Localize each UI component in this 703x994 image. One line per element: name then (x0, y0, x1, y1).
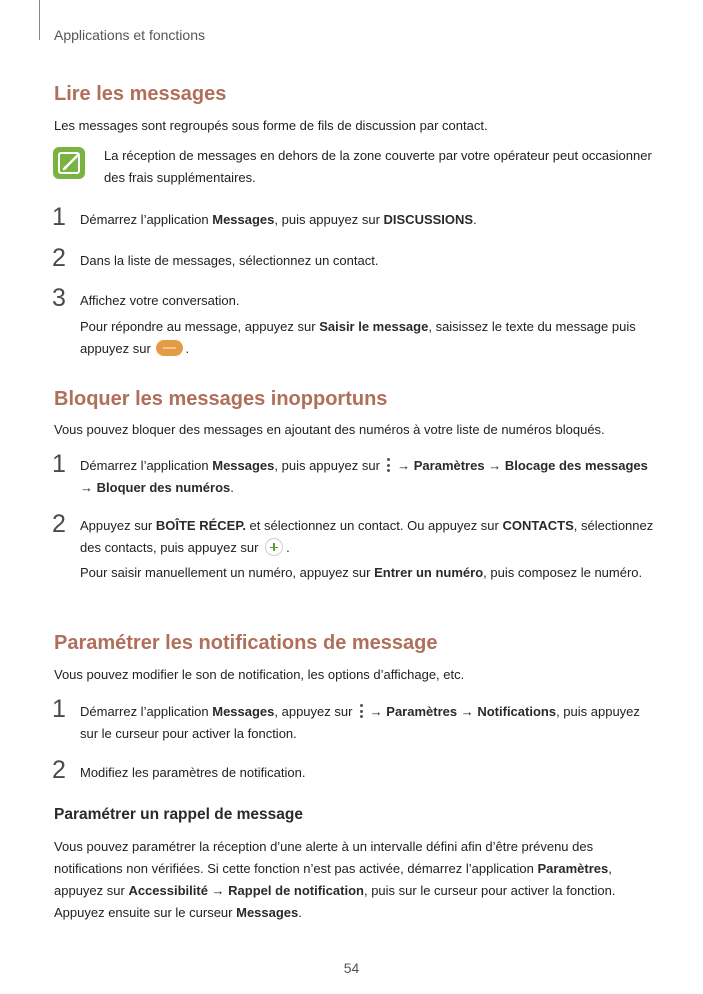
section-title-read-messages: Lire les messages (54, 83, 227, 105)
running-header: Applications et fonctions (54, 27, 205, 43)
block-step-1: Démarrez l’application Messages, puis appuyez sur → Paramètres → Blocage des messages → Bloquer des numéros. (80, 458, 648, 495)
send-icon (156, 340, 183, 356)
more-options-icon (358, 704, 364, 718)
block-step-2-detail: Pour saisir manuellement un numéro, appuyez sur Entrer un numéro, puis composez le numéro. (80, 565, 643, 580)
read-intro: Les messages sont regroupés sous forme de fils de discussion par contact. (54, 118, 488, 133)
read-step-3: Affichez votre conversation. (80, 293, 240, 308)
step-number: 1 (52, 695, 66, 723)
add-icon (265, 538, 283, 556)
notif-step-1: Démarrez l’application Messages, appuyez sur → Paramètres → Notifications, puis appuyez sur le curseur pour activer la fonction. (80, 704, 640, 741)
page-number: 54 (343, 960, 360, 976)
step-number: 2 (52, 756, 66, 784)
section-title-block-messages: Bloquer les messages inopportuns (54, 388, 388, 410)
reminder-text: Vous pouvez paramétrer la réception d’une alerte à un intervalle défini afin d’être prévenu des notifications non vérifiées. Si cette fonction n’est pas activée, démarrez l’application Paramètres, appuyez sur Accessibilité → Rappel de notification, puis sur le curseur pour activer la fonction. Appuyez ensuite sur le curseur Messages. (54, 839, 616, 920)
step-number: 2 (52, 510, 66, 538)
read-step-2: Dans la liste de messages, sélectionnez un contact. (80, 253, 379, 268)
page-margin-rule (39, 0, 40, 40)
note-text: La réception de messages en dehors de la zone couverte par votre opérateur peut occasionner des frais supplémentaires. (104, 148, 652, 185)
read-step-3-detail: Pour répondre au message, appuyez sur Saisir le message, saisissez le texte du message puis appuyez sur . (80, 319, 636, 356)
step-number: 1 (52, 450, 66, 478)
block-intro: Vous pouvez bloquer des messages en ajoutant des numéros à votre liste de numéros bloqués. (54, 422, 605, 437)
step-number: 2 (52, 244, 66, 272)
subsection-title-reminder: Paramétrer un rappel de message (54, 806, 303, 823)
read-step-1: Démarrez l’application Messages, puis appuyez sur DISCUSSIONS. (80, 212, 477, 227)
notif-step-2: Modifiez les paramètres de notification. (80, 765, 306, 780)
section-title-notifications: Paramétrer les notifications de message (54, 632, 438, 654)
step-number: 3 (52, 284, 66, 312)
step-number: 1 (52, 203, 66, 231)
notif-intro: Vous pouvez modifier le son de notification, les options d’affichage, etc. (54, 667, 465, 682)
note-icon (53, 147, 85, 179)
more-options-icon (386, 458, 392, 472)
block-step-2: Appuyez sur BOÎTE RÉCEP. et sélectionnez un contact. Ou appuyez sur CONTACTS, sélectionnez des contacts, puis appuyez sur . (80, 518, 654, 555)
